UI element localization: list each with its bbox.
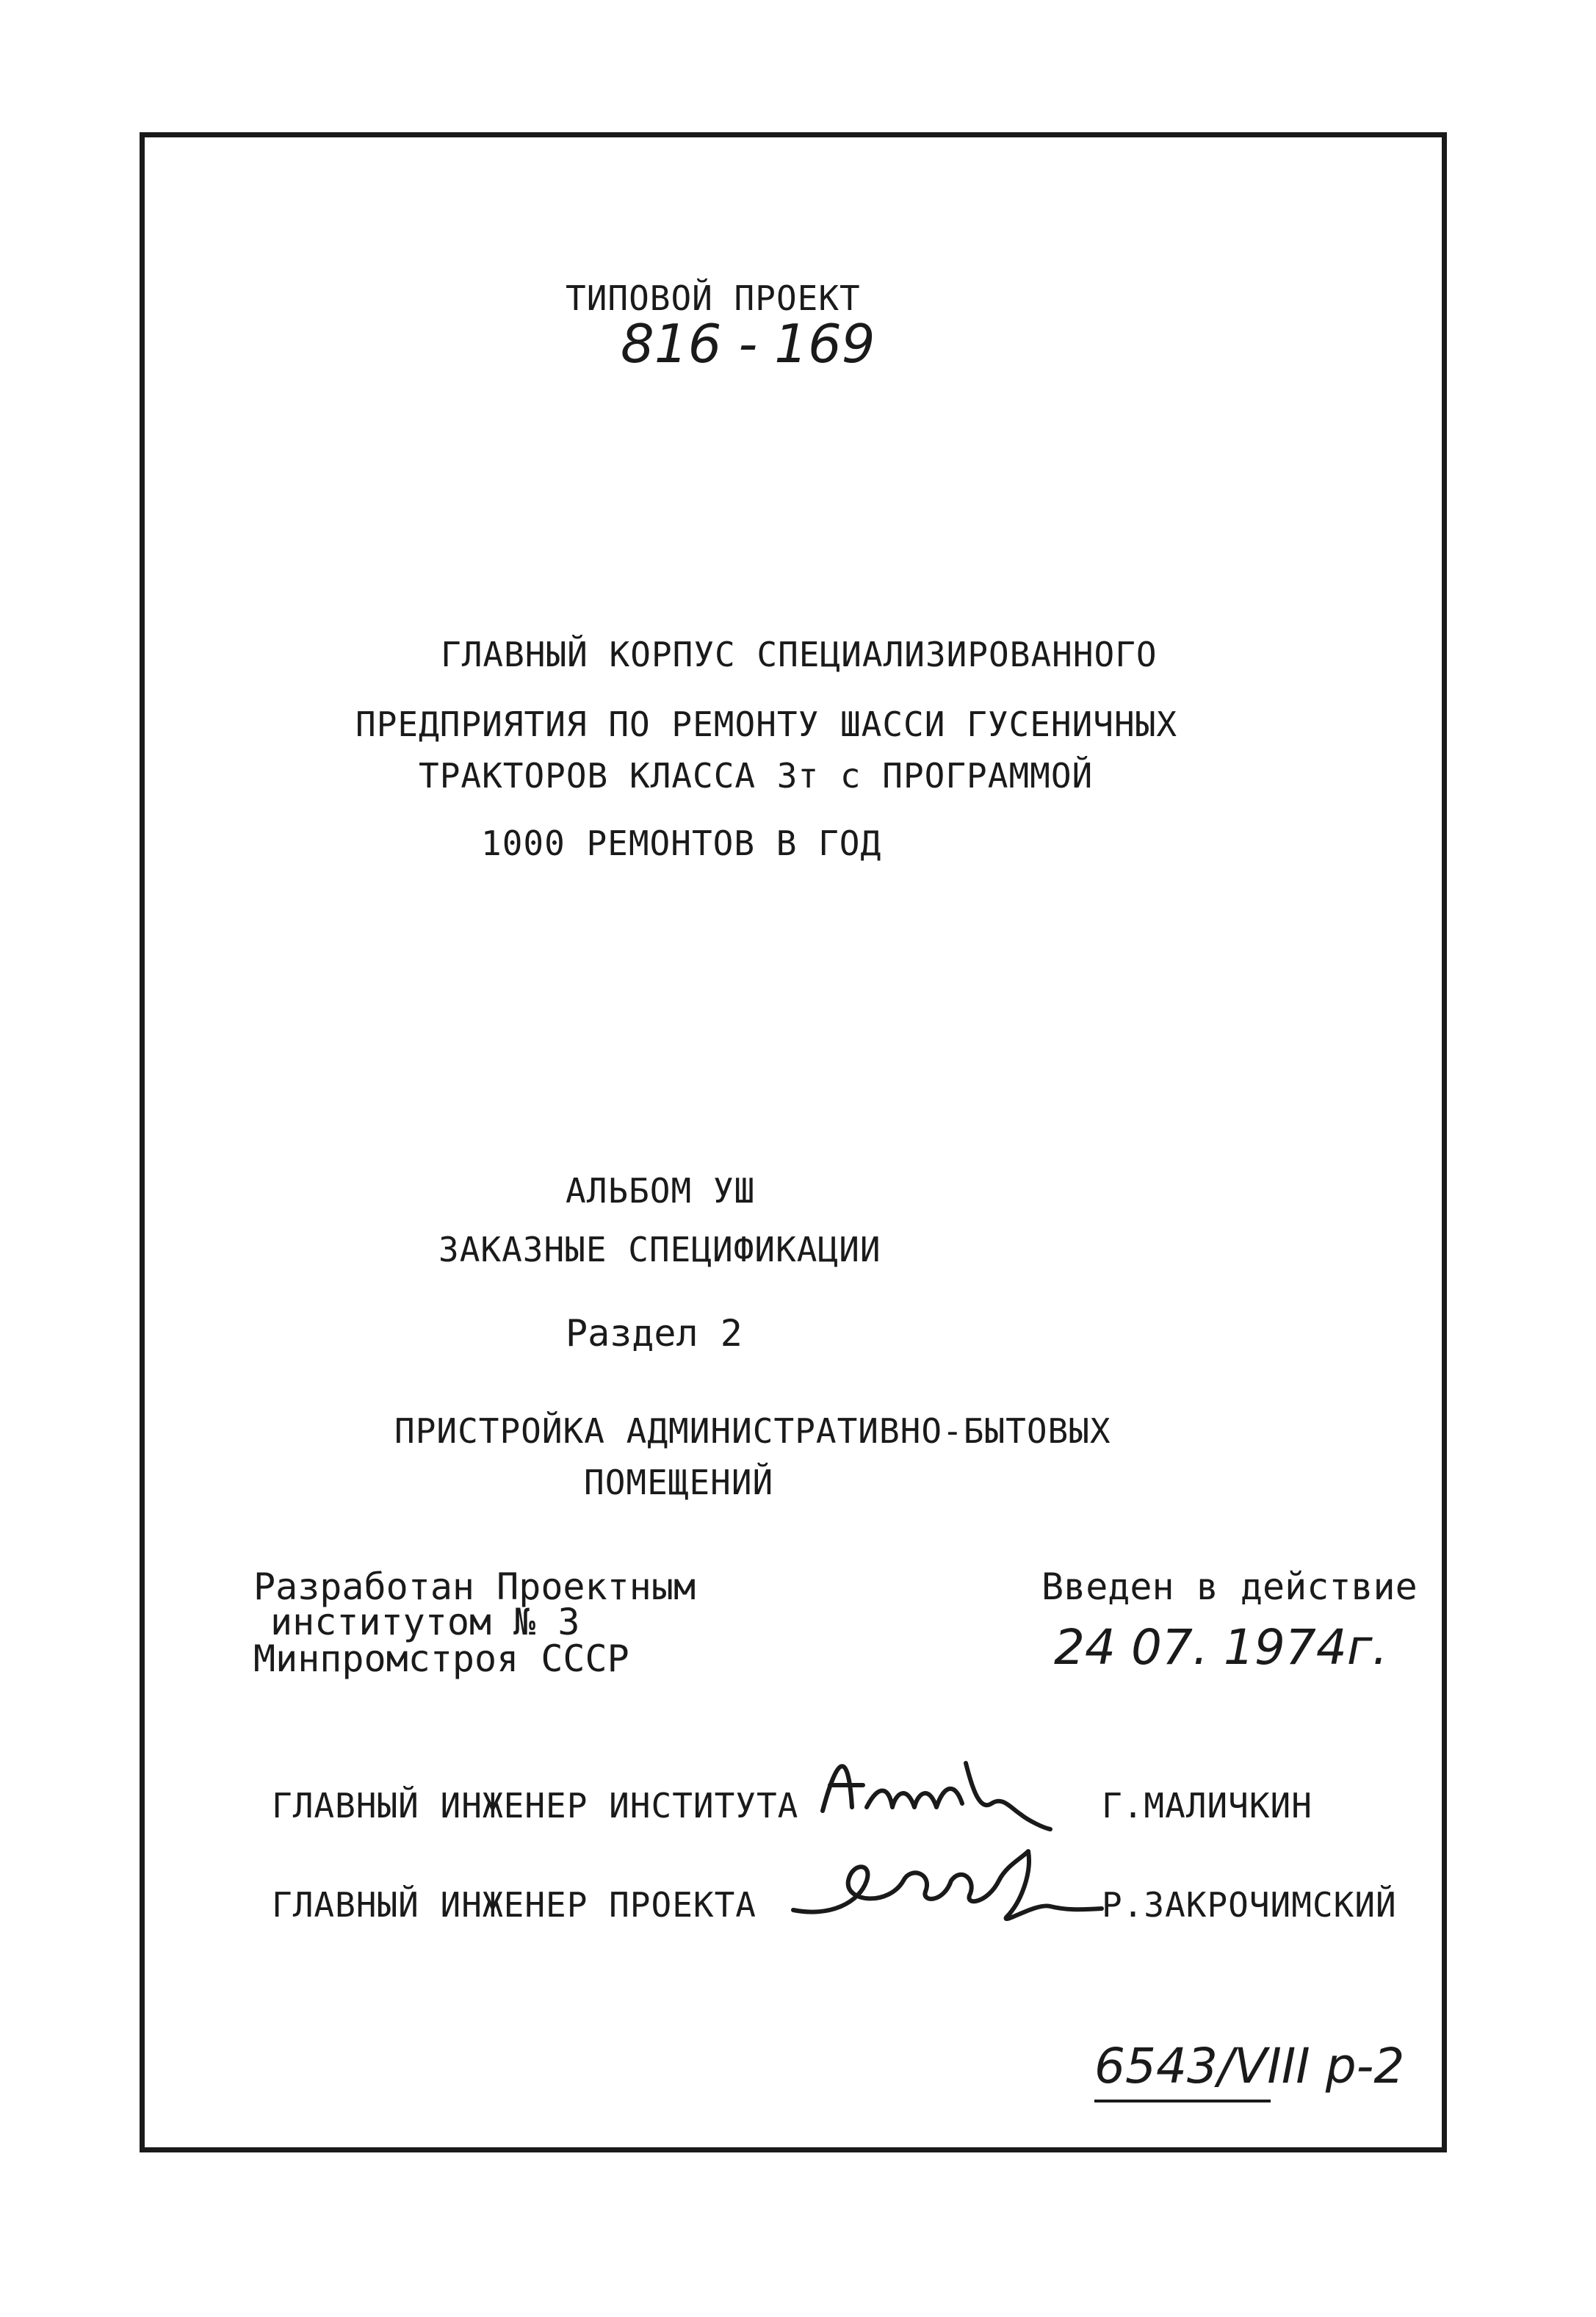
signature-handwritten-2 [786, 1837, 1109, 1947]
signature-handwritten-1 [808, 1741, 1058, 1851]
album-label: АЛЬБОМ УШ [566, 1171, 756, 1211]
developer-line-1: Разработан Проектным [253, 1565, 696, 1608]
section-title-line-2: ПОМЕЩЕНИЙ [584, 1463, 774, 1502]
section-title-line-1: ПРИСТРОЙКА АДМИНИСТРАТИВНО-БЫТОВЫХ [394, 1411, 1111, 1451]
title-line-2: ПРЕДПРИЯТИЯ ПО РЕМОНТУ ШАССИ ГУСЕНИЧНЫХ [355, 705, 1178, 744]
album-subtitle: ЗАКАЗНЫЕ СПЕЦИФИКАЦИИ [438, 1230, 881, 1269]
signature-name-1: Г.МАЛИЧКИН [1102, 1786, 1312, 1826]
developer-line-3: Минпромстроя СССР [253, 1637, 629, 1680]
project-type-label: ТИПОВОЙ ПРОЕКТ [566, 278, 861, 318]
enacted-label: Введен в действие [1041, 1565, 1418, 1608]
inventory-mark-underline [1094, 2100, 1271, 2102]
section-number: Раздел 2 [566, 1312, 743, 1355]
signature-role-1: ГЛАВНЫЙ ИНЖЕНЕР ИНСТИТУТА [272, 1786, 799, 1826]
title-line-1: ГЛАВНЫЙ КОРПУС СПЕЦИАЛИЗИРОВАННОГО [441, 635, 1158, 674]
signature-role-2: ГЛАВНЫЙ ИНЖЕНЕР ПРОЕКТА [272, 1885, 757, 1925]
developer-line-2: институтом № 3 [270, 1601, 580, 1643]
signature-name-2: Р.ЗАКРОЧИМСКИЙ [1102, 1885, 1397, 1925]
enacted-date: 24 07. 1974г. [1054, 1619, 1388, 1676]
project-number: 816 - 169 [621, 313, 875, 375]
title-line-3: ТРАКТОРОВ КЛАССА 3т с ПРОГРАММОЙ [419, 756, 1094, 796]
inventory-mark: 6543/VIII р-2 [1094, 2038, 1405, 2094]
title-line-4: 1000 РЕМОНТОВ В ГОД [481, 824, 882, 863]
